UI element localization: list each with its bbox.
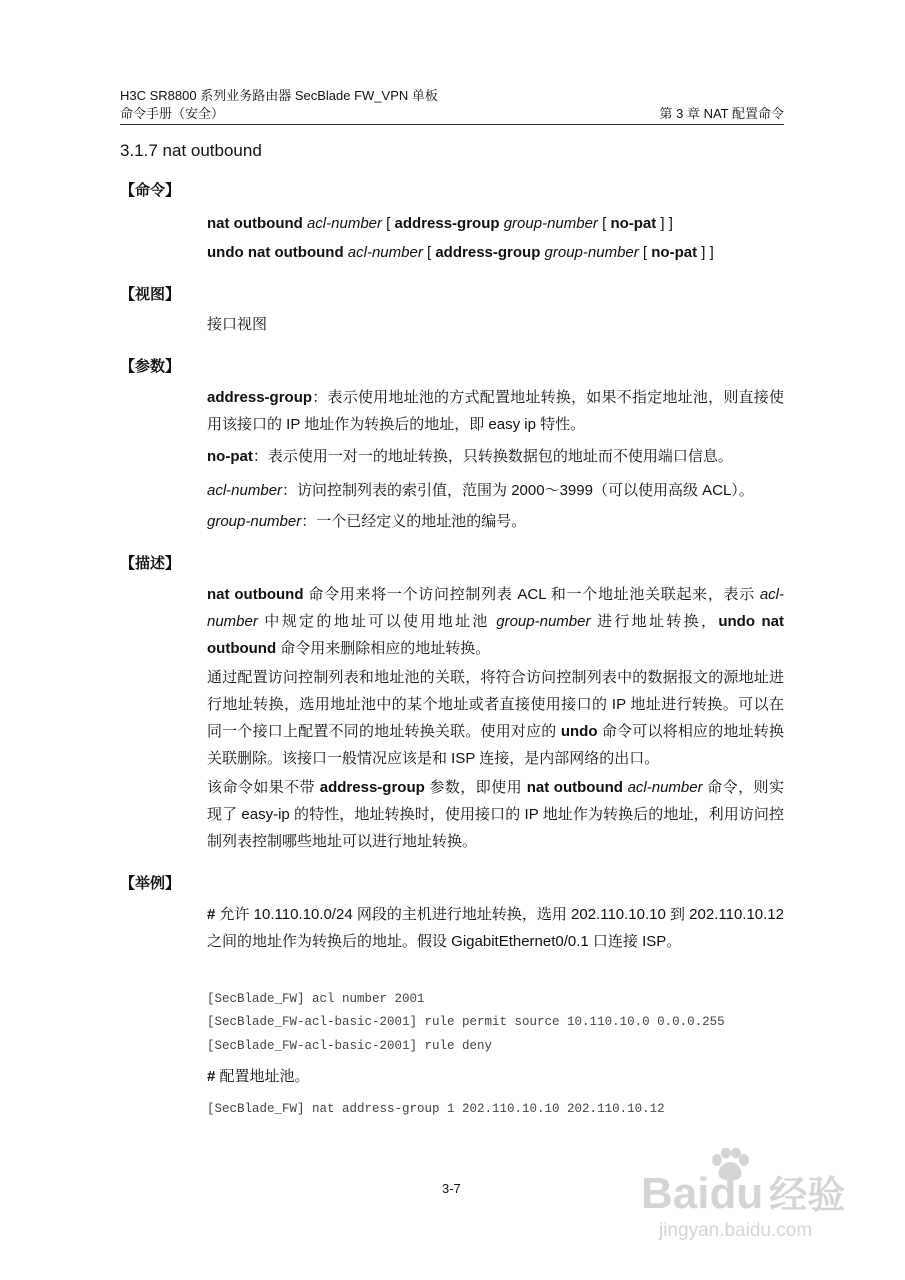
param-acl-number: acl-number：访问控制列表的索引值，范围为 2000～3999（可以使用高级 ACL）。 <box>207 482 754 499</box>
header-title: H3C SR8800 系列业务路由器 SecBlade FW_VPN 单板 <box>120 88 438 103</box>
param-no-pat: no-pat：表示使用一对一的地址转换，只转换数据包的地址而不使用端口信息。 <box>207 448 733 465</box>
command-undo-syntax: undo nat outbound acl-number [ address-group group-number [ no-pat ] ] <box>207 244 714 261</box>
section-title: 3.1.7 nat outbound <box>120 141 262 160</box>
desc-paragraph-3: 该命令如果不带 address-group 参数，即使用 nat outbound acl-number 命令，则实现了 easy-ip 的特性，地址转换时，使用接口的 IP 地址作为转换后的地址，利用访问控制列表控制哪些地址可以进行地址转换。 <box>207 779 784 850</box>
example-step-2: # 配置地址池。 <box>207 1068 310 1085</box>
desc-paragraph-2: 通过配置访问控制列表和地址池的关联，将符合访问控制列表中的数据报文的源地址进行地址转换，选用地址池中的某个地址或者直接使用接口的 IP 地址进行转换。可以在同一个接口上配置不同的地址转换关联。使用对应的 undo 命令可以将相应的地址转换关联删除。该接口一般情况应该是和 ISP 连接，是内部网络的出口。 <box>207 669 785 767</box>
param-address-group: address-group：表示使用地址池的方式配置地址转换，如果不指定地址池，则直接使用该接口的 IP 地址作为转换后的地址，即 easy ip 特性。 <box>207 389 784 433</box>
page-number: 3-7 <box>442 1181 461 1196</box>
param-group-number: group-number：一个已经定义的地址池的编号。 <box>207 513 527 530</box>
header-chapter: 第 3 章 NAT 配置命令 <box>659 106 784 121</box>
watermark-url: jingyan.baidu.com <box>659 1220 813 1241</box>
desc-paragraph-1: nat outbound 命令用来将一个访问控制列表 ACL 和一个地址池关联起来，表示 acl-number 中规定的地址可以使用地址池 group-number 进行地址转换，undo nat outbound 命令用来删除相应的地址转换。 <box>207 586 785 657</box>
code-line: [SecBlade_FW-acl-basic-2001] rule permit source 10.110.10.0 0.0.0.255 <box>207 1015 725 1029</box>
code-line: [SecBlade_FW] acl number 2001 <box>207 992 425 1006</box>
label-view: 【视图】 <box>120 286 181 303</box>
command-syntax: nat outbound acl-number [ address-group group-number [ no-pat ] ] <box>207 215 673 232</box>
code-line: [SecBlade_FW] nat address-group 1 202.110.10.10 202.110.10.12 <box>207 1102 665 1116</box>
view-text: 接口视图 <box>207 316 268 333</box>
baidu-watermark <box>641 1148 881 1260</box>
watermark-brand: Baidu 经验 <box>641 1169 846 1218</box>
label-example: 【举例】 <box>120 875 181 892</box>
label-description: 【描述】 <box>120 555 181 572</box>
label-command: 【命令】 <box>120 182 181 199</box>
label-params: 【参数】 <box>120 358 181 375</box>
example-intro: # 允许 10.110.10.0/24 网段的主机进行地址转换，选用 202.110.10.10 到 202.110.10.12 之间的地址作为转换后的地址。假设 GigabitEthernet0/0.1 口连接 ISP。 <box>207 906 784 950</box>
header-rule <box>120 124 784 125</box>
code-line: [SecBlade_FW-acl-basic-2001] rule deny <box>207 1039 493 1053</box>
header-subtitle: 命令手册（安全） <box>120 106 225 121</box>
